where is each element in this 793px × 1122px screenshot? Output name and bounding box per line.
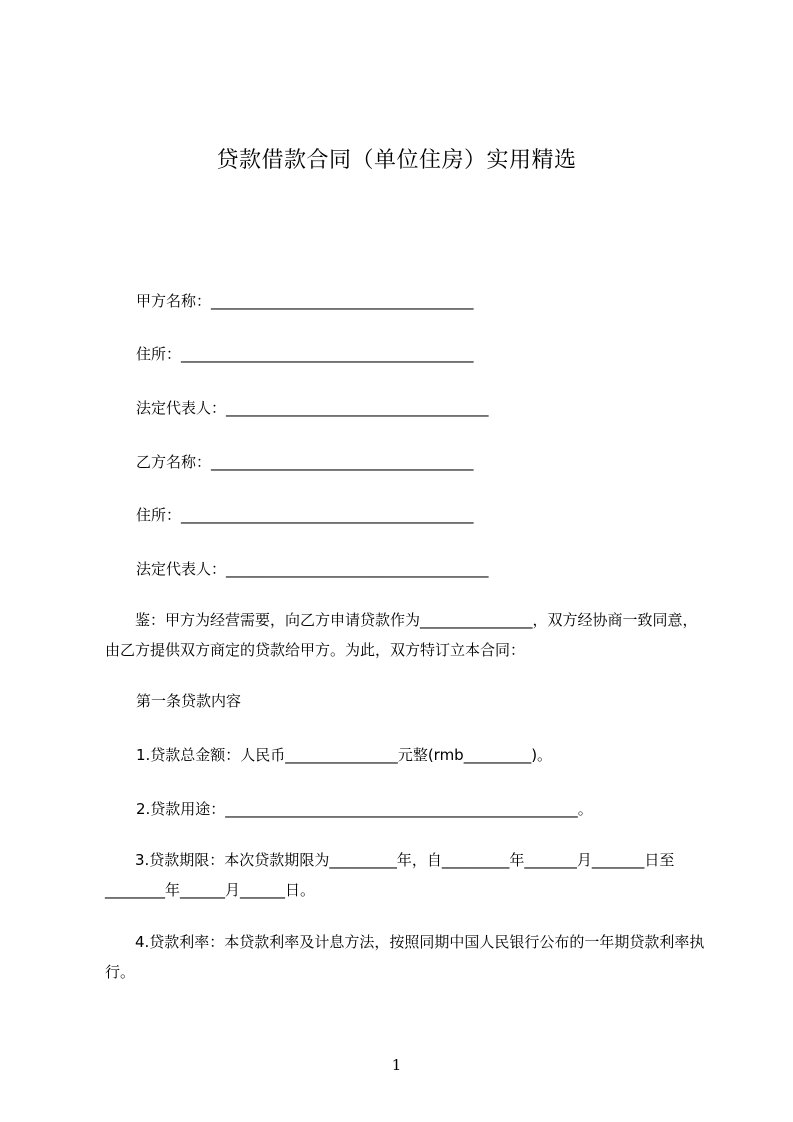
intro-paragraph: 鉴：甲方为经营需要，向乙方申请贷款作为_______________，双方经协商一致同意，由乙方提供双方商定的贷款给甲方。为此，双方特订立本合同： xyxy=(105,611,698,659)
party-b-address-line: 住所：_______________________________________ xyxy=(136,506,474,524)
party-b-name-line: 乙方名称：___________________________________ xyxy=(136,453,474,471)
page-number: 1 xyxy=(391,1056,402,1074)
party-a-name-line: 甲方名称：___________________________________ xyxy=(136,292,474,310)
article-1-heading: 第一条贷款内容 xyxy=(136,692,242,710)
loan-purpose-item: 2.贷款用途：_______________________________________________。 xyxy=(136,800,593,818)
document-title: 贷款借款合同（单位住房）实用精选 xyxy=(216,148,577,173)
loan-interest-item: 4.贷款利率：本贷款利率及计息方法，按照同期中国人民银行公布的一年期贷款利率执行。 xyxy=(105,933,705,981)
party-a-representative-line: 法定代表人：___________________________________ xyxy=(136,399,489,417)
loan-amount-item: 1.贷款总金额：人民币_______________元整(rmb_________)。 xyxy=(136,746,553,764)
loan-term-item: 3.贷款期限：本次贷款期限为_________年，自_________年_______月_______日至________年______月______日。 xyxy=(105,851,675,899)
party-b-representative-line: 法定代表人：___________________________________ xyxy=(136,560,489,578)
party-a-address-line: 住所：_______________________________________ xyxy=(136,345,474,363)
